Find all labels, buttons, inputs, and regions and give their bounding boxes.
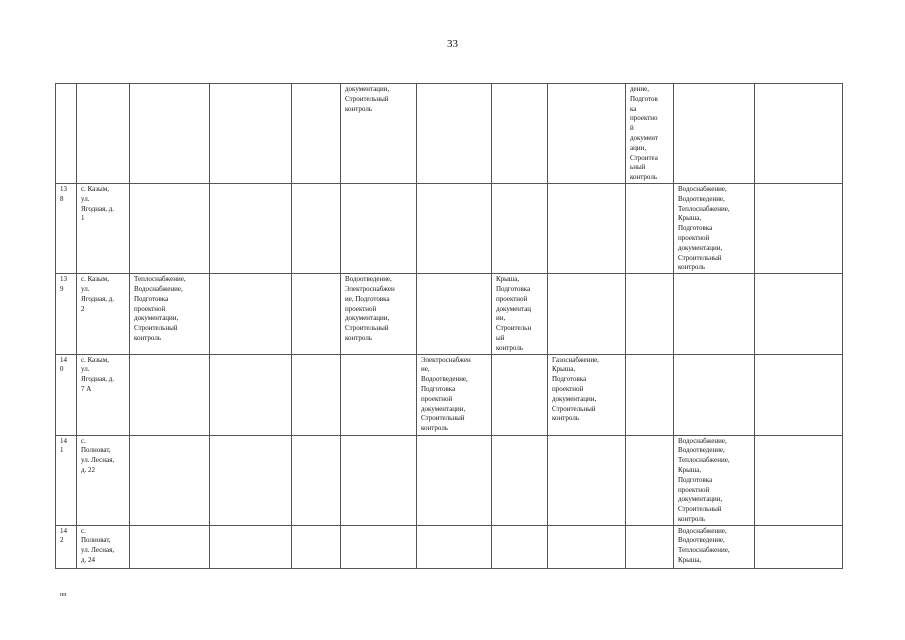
- works-cell: [417, 84, 492, 184]
- works-cell: [292, 525, 341, 568]
- address-cell: с. Казым, ул. Ягодная, д. 1: [77, 183, 130, 273]
- row-number-cell: 13 9: [56, 274, 77, 354]
- works-cell: [755, 435, 843, 525]
- works-cell: [341, 354, 417, 435]
- address-cell: с. Полноват, ул. Лесная, д. 22: [77, 435, 130, 525]
- row-number-cell: 14 1: [56, 435, 77, 525]
- works-cell: [210, 354, 292, 435]
- works-cell: [626, 274, 674, 354]
- works-cell: [130, 525, 210, 568]
- works-cell: [492, 84, 548, 184]
- works-cell: [755, 84, 843, 184]
- table-row: [56, 354, 843, 435]
- works-cell: [341, 183, 417, 273]
- works-cell: [492, 435, 548, 525]
- row-number-cell: 14 0: [56, 354, 77, 435]
- works-cell: [492, 525, 548, 568]
- works-cell: [210, 435, 292, 525]
- works-cell: [130, 435, 210, 525]
- works-cell: [626, 183, 674, 273]
- works-cell: Водоснабжение, Водоотведение, Теплоснабжение, Крыша,: [674, 525, 755, 568]
- works-cell: [292, 435, 341, 525]
- works-cell: [341, 435, 417, 525]
- works-cell: [626, 354, 674, 435]
- works-cell: [417, 435, 492, 525]
- address-cell: с. Полноват, ул. Лесная, д. 24: [77, 525, 130, 568]
- works-cell: [674, 274, 755, 354]
- works-cell: [210, 84, 292, 184]
- works-cell: [548, 84, 626, 184]
- works-cell: [755, 183, 843, 273]
- row-number-cell: 13 8: [56, 183, 77, 273]
- footer-mark: нп: [60, 592, 67, 598]
- address-cell: [77, 84, 130, 184]
- works-cell: [130, 84, 210, 184]
- address-cell: с. Казым, ул. Ягодная, д. 7 А: [77, 354, 130, 435]
- works-cell: [674, 354, 755, 435]
- works-cell: [626, 435, 674, 525]
- table-row: [56, 435, 843, 525]
- works-cell: [130, 354, 210, 435]
- works-cell: [417, 274, 492, 354]
- works-cell: [755, 274, 843, 354]
- works-cell: [210, 274, 292, 354]
- works-cell: Крыша, Подготовка проектной документац ии, Строительн ый контроль: [492, 274, 548, 354]
- works-cell: [626, 525, 674, 568]
- works-cell: [548, 183, 626, 273]
- works-cell: Водоотведение, Электроснабжен ие, Подготовка проектной документации, Строительный контроль: [341, 274, 417, 354]
- works-cell: [548, 274, 626, 354]
- works-schedule-table: [55, 83, 843, 569]
- table-row: [56, 525, 843, 568]
- works-cell: [548, 525, 626, 568]
- row-number-cell: [56, 84, 77, 184]
- page-number: 33: [447, 38, 458, 50]
- works-cell: [292, 354, 341, 435]
- works-cell: [341, 525, 417, 568]
- works-cell: дение, Подготов ка проектно й документ ации, Строитеа ьный контроль: [626, 84, 674, 184]
- works-cell: Электроснабжен ие, Водоотведение, Подготовка проектной документации, Строительный контроль: [417, 354, 492, 435]
- works-cell: [210, 183, 292, 273]
- address-cell: с. Казым, ул. Ягодная, д. 2: [77, 274, 130, 354]
- works-cell: [130, 183, 210, 273]
- table-row: [56, 183, 843, 273]
- works-cell: [292, 274, 341, 354]
- works-cell: Водоснабжение, Водоотведение, Теплоснабжение, Крыша, Подготовка проектной документации, Строительный контроль: [674, 183, 755, 273]
- works-cell: [492, 183, 548, 273]
- works-cell: [417, 183, 492, 273]
- works-cell: документации, Строительный контроль: [341, 84, 417, 184]
- works-cell: Теплоснабжение, Водоснабжение, Подготовка проектной документации, Строительный контроль: [130, 274, 210, 354]
- works-cell: [755, 525, 843, 568]
- works-cell: Водоснабжение, Водоотведение, Теплоснабжение, Крыша, Подготовка проектной документации, Строительный контроль: [674, 435, 755, 525]
- works-cell: [292, 84, 341, 184]
- table-row: [56, 274, 843, 354]
- works-cell: [210, 525, 292, 568]
- works-cell: Газоснабжение, Крыша, Подготовка проектной документации, Строительный контроль: [548, 354, 626, 435]
- works-cell: [292, 183, 341, 273]
- row-number-cell: 14 2: [56, 525, 77, 568]
- works-cell: [548, 435, 626, 525]
- works-cell: [755, 354, 843, 435]
- table-row: [56, 84, 843, 184]
- works-cell: [417, 525, 492, 568]
- works-cell: [674, 84, 755, 184]
- works-cell: [492, 354, 548, 435]
